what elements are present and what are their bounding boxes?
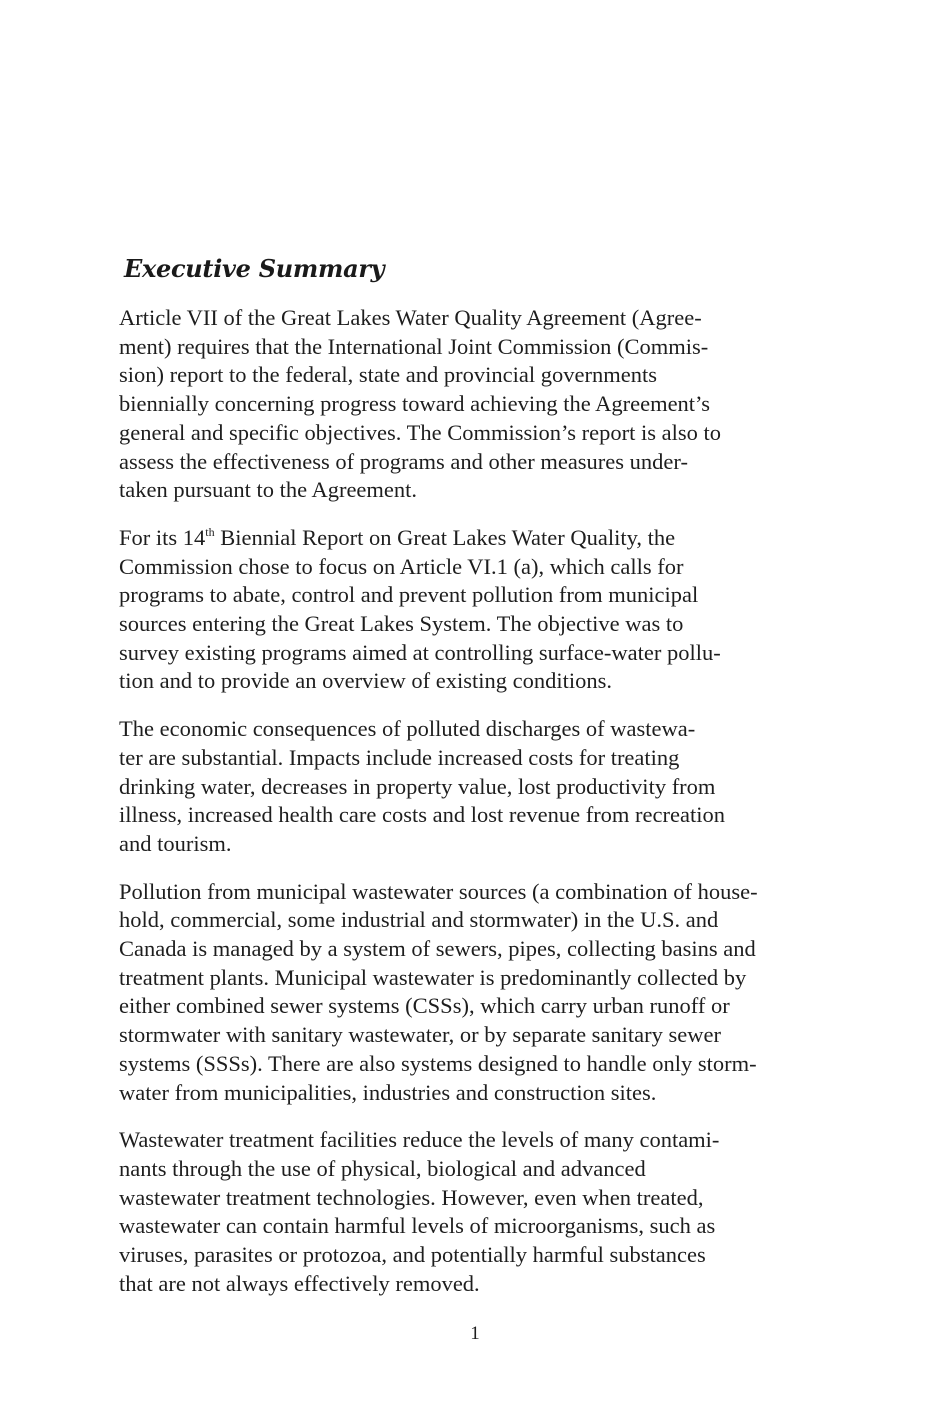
- body-text: [119, 304, 819, 1318]
- text-line: programs to abate, control and prevent pollution from municipal: [119, 582, 699, 608]
- paragraph-1: [119, 304, 819, 505]
- text-line: sources entering the Great Lakes System. The objective was to: [119, 611, 684, 637]
- text-line: Wastewater treatment facilities reduce the levels of many contami-: [119, 1127, 720, 1153]
- paragraph-3: [119, 715, 819, 859]
- text-line: assess the effectiveness of programs and other measures under-: [119, 448, 688, 474]
- text-line: that are not always effectively removed.: [119, 1270, 480, 1296]
- text-line: either combined sewer systems (CSSs), which carry urban runoff or: [119, 993, 730, 1019]
- text-line: Pollution from municipal wastewater sources (a combination of house-: [119, 878, 758, 904]
- text-line: general and specific objectives. The Commission’s report is also to: [119, 419, 721, 445]
- text-line: The economic consequences of polluted discharges of wastewa-: [119, 716, 696, 742]
- text-line: hold, commercial, some industrial and stormwater) in the U.S. and: [119, 907, 719, 933]
- text-fragment: For its 14: [119, 524, 206, 550]
- text-line: sion) report to the federal, state and provincial governments: [119, 362, 657, 388]
- text-line: Canada is managed by a system of sewers, pipes, collecting basins and: [119, 936, 756, 962]
- text-line: and tourism.: [119, 830, 232, 856]
- text-line: biennially concerning progress toward achieving the Agreement’s: [119, 391, 711, 417]
- page-number: 1: [470, 1323, 480, 1344]
- text-line: viruses, parasites or protozoa, and potentially harmful substances: [119, 1242, 706, 1268]
- section-heading: Executive Summary: [124, 254, 385, 283]
- text-line: ment) requires that the International Joint Commission (Commis-: [119, 333, 709, 359]
- paragraph-5: [119, 1126, 819, 1298]
- text-line: tion and to provide an overview of existing conditions.: [119, 668, 613, 694]
- text-line: illness, increased health care costs and lost revenue from recreation: [119, 802, 725, 828]
- paragraph-4: [119, 878, 819, 1108]
- text-line: drinking water, decreases in property value, lost productivity from: [119, 773, 716, 799]
- text-line: survey existing programs aimed at controlling surface-water pollu-: [119, 639, 721, 665]
- text-line: stormwater with sanitary wastewater, or by separate sanitary sewer: [119, 1022, 721, 1048]
- text-line: taken pursuant to the Agreement.: [119, 477, 418, 503]
- text-line: wastewater treatment technologies. However, even when treated,: [119, 1184, 704, 1210]
- paragraph-2: [119, 524, 819, 696]
- text-line: ter are substantial. Impacts include increased costs for treating: [119, 744, 680, 770]
- text-fragment: Biennial Report on Great Lakes Water Quality, the: [214, 524, 676, 550]
- ordinal-superscript: th: [205, 524, 215, 539]
- text-line: wastewater can contain harmful levels of microorganisms, such as: [119, 1213, 716, 1239]
- text-line: Commission chose to focus on Article VI.1 (a), which calls for: [119, 553, 684, 579]
- text-line: treatment plants. Municipal wastewater is predominantly collected by: [119, 964, 747, 990]
- text-line: Article VII of the Great Lakes Water Quality Agreement (Agree-: [119, 305, 702, 330]
- text-line: nants through the use of physical, biological and advanced: [119, 1155, 646, 1181]
- text-line: systems (SSSs). There are also systems designed to handle only storm-: [119, 1050, 757, 1076]
- text-line-with-superscript: [119, 524, 819, 553]
- text-line: water from municipalities, industries and construction sites.: [119, 1079, 657, 1105]
